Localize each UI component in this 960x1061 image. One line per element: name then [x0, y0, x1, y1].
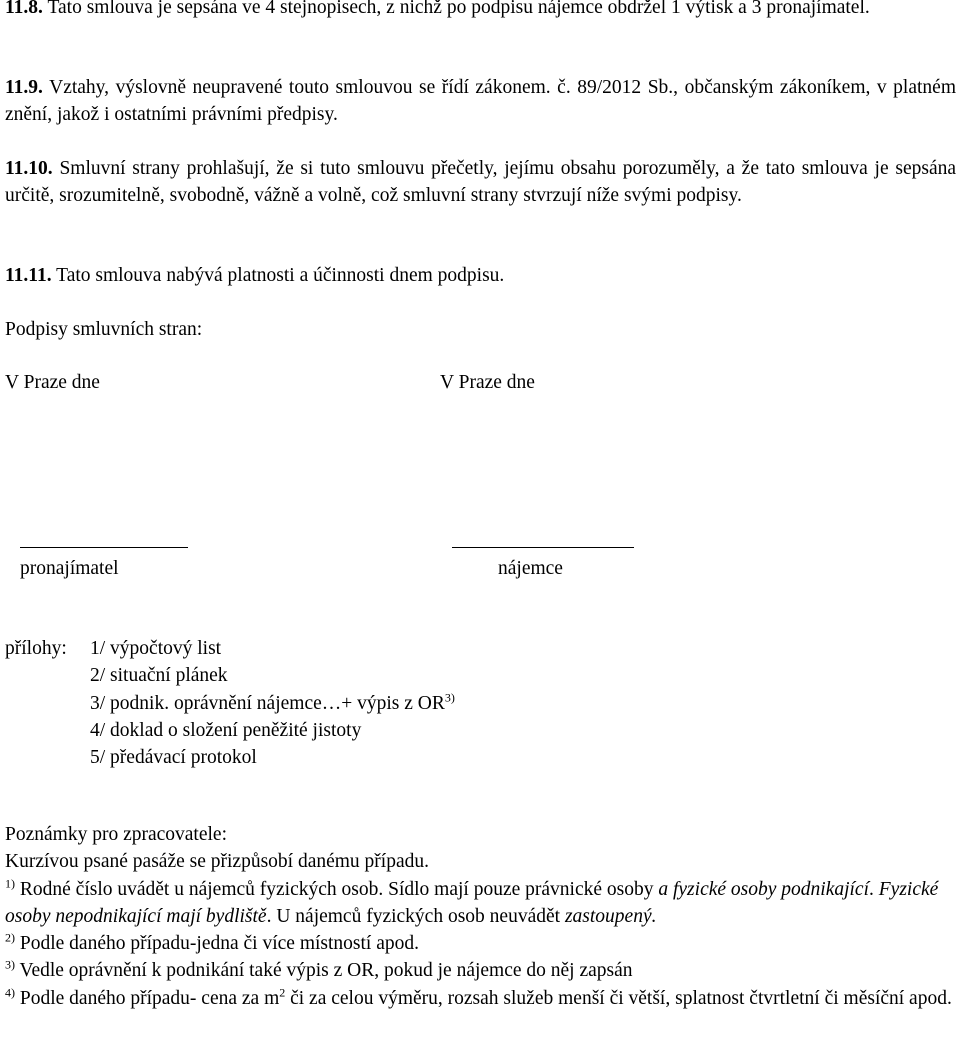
note-italic: zastoupený.: [564, 905, 657, 927]
right-place-date: V Praze dne: [440, 372, 535, 393]
clause-number: 11.10.: [5, 158, 53, 179]
notes-intro: Kurzívou psané pasáže se přizpůsobí danému případu.: [5, 851, 429, 873]
note-mark: 1): [5, 876, 15, 891]
note-4: [5, 985, 956, 1012]
note-2: [5, 930, 956, 957]
attachment-footnote-mark: 3): [444, 690, 455, 705]
signatures-heading: Podpisy smluvních stran:: [5, 319, 203, 340]
clause-number: 11.11.: [5, 265, 52, 286]
note-italic: Fyzické osoby nepodnikající mají bydliště: [5, 878, 939, 927]
notes-section: [5, 821, 956, 1012]
attachment-item: [90, 690, 455, 717]
note-mark: 3): [5, 957, 15, 972]
clause-number: 11.8.: [5, 0, 43, 18]
clause-11-10: [5, 155, 956, 210]
clause-number: 11.9.: [5, 77, 43, 98]
note-text: . U nájemců fyzických osob neuvádět: [266, 905, 565, 927]
clause-text: Smluvní strany prohlašují, že si tuto smlouvu přečetly, jejímu obsahu porozuměly, a že tato smlouva je sepsána určitě, srozumitelně, svobodně, vážně a volně, což smluvní strany stvrzují níže svými podpisy.: [5, 158, 956, 207]
note-text: či za celou výměru, rozsah služeb menší či větší, splatnost čtvrtletní či měsíční apod.: [285, 987, 952, 1009]
signature-role-lessee: nájemce: [498, 558, 563, 579]
signature-line-lessee: [452, 547, 634, 548]
note-text: Podle daného případu- cena za m: [19, 987, 280, 1009]
attachments-label: přílohy:: [5, 638, 67, 659]
note-italic: a fyzické osoby podnikající: [658, 878, 870, 900]
signature-line-lessor: [20, 547, 188, 548]
clause-11-11: [5, 262, 956, 289]
clause-11-9: [5, 74, 956, 129]
attachment-item-text: 3/ podnik. oprávnění nájemce…+ výpis z OR: [90, 692, 445, 714]
attachments-list: [90, 635, 455, 771]
note-mark: 4): [5, 985, 15, 1000]
notes-heading: Poznámky pro zpracovatele:: [5, 824, 227, 845]
note-mark: 2): [5, 930, 15, 945]
attachment-item: 4/ doklad o složení peněžité jistoty: [90, 719, 362, 741]
left-place-date: V Praze dne: [5, 372, 100, 393]
note-text: .: [869, 878, 879, 900]
note-3: [5, 957, 956, 984]
note-1: [5, 876, 956, 931]
clause-text: Tato smlouva je sepsána ve 4 stejnopisech, z nichž po podpisu nájemce obdržel 1 výtisk a 3 pronajímatel.: [47, 0, 870, 18]
note-text: Vedle oprávnění k podnikání také výpis z OR, pokud je nájemce do něj zapsán: [19, 960, 633, 982]
clause-11-8: [5, 0, 956, 21]
note-text: Podle daného případu-jedna či více místností apod.: [19, 933, 419, 955]
note-superscript: 2: [279, 985, 286, 1000]
clause-text: Tato smlouva nabývá platnosti a účinnosti dnem podpisu.: [56, 265, 505, 286]
note-text: Rodné číslo uvádět u nájemců fyzických osob. Sídlo mají pouze právnické osoby: [19, 878, 659, 900]
attachment-item: 5/ předávací protokol: [90, 747, 257, 769]
attachment-item: 2/ situační plánek: [90, 665, 228, 687]
attachment-item: 1/ výpočtový list: [90, 638, 222, 659]
signature-role-lessor: pronajímatel: [20, 558, 119, 579]
clause-text: Vztahy, výslovně neupravené touto smlouvou se řídí zákonem. č. 89/2012 Sb., občanským zákoníkem, v platném znění, jakož i ostatními právními předpisy.: [5, 77, 956, 126]
